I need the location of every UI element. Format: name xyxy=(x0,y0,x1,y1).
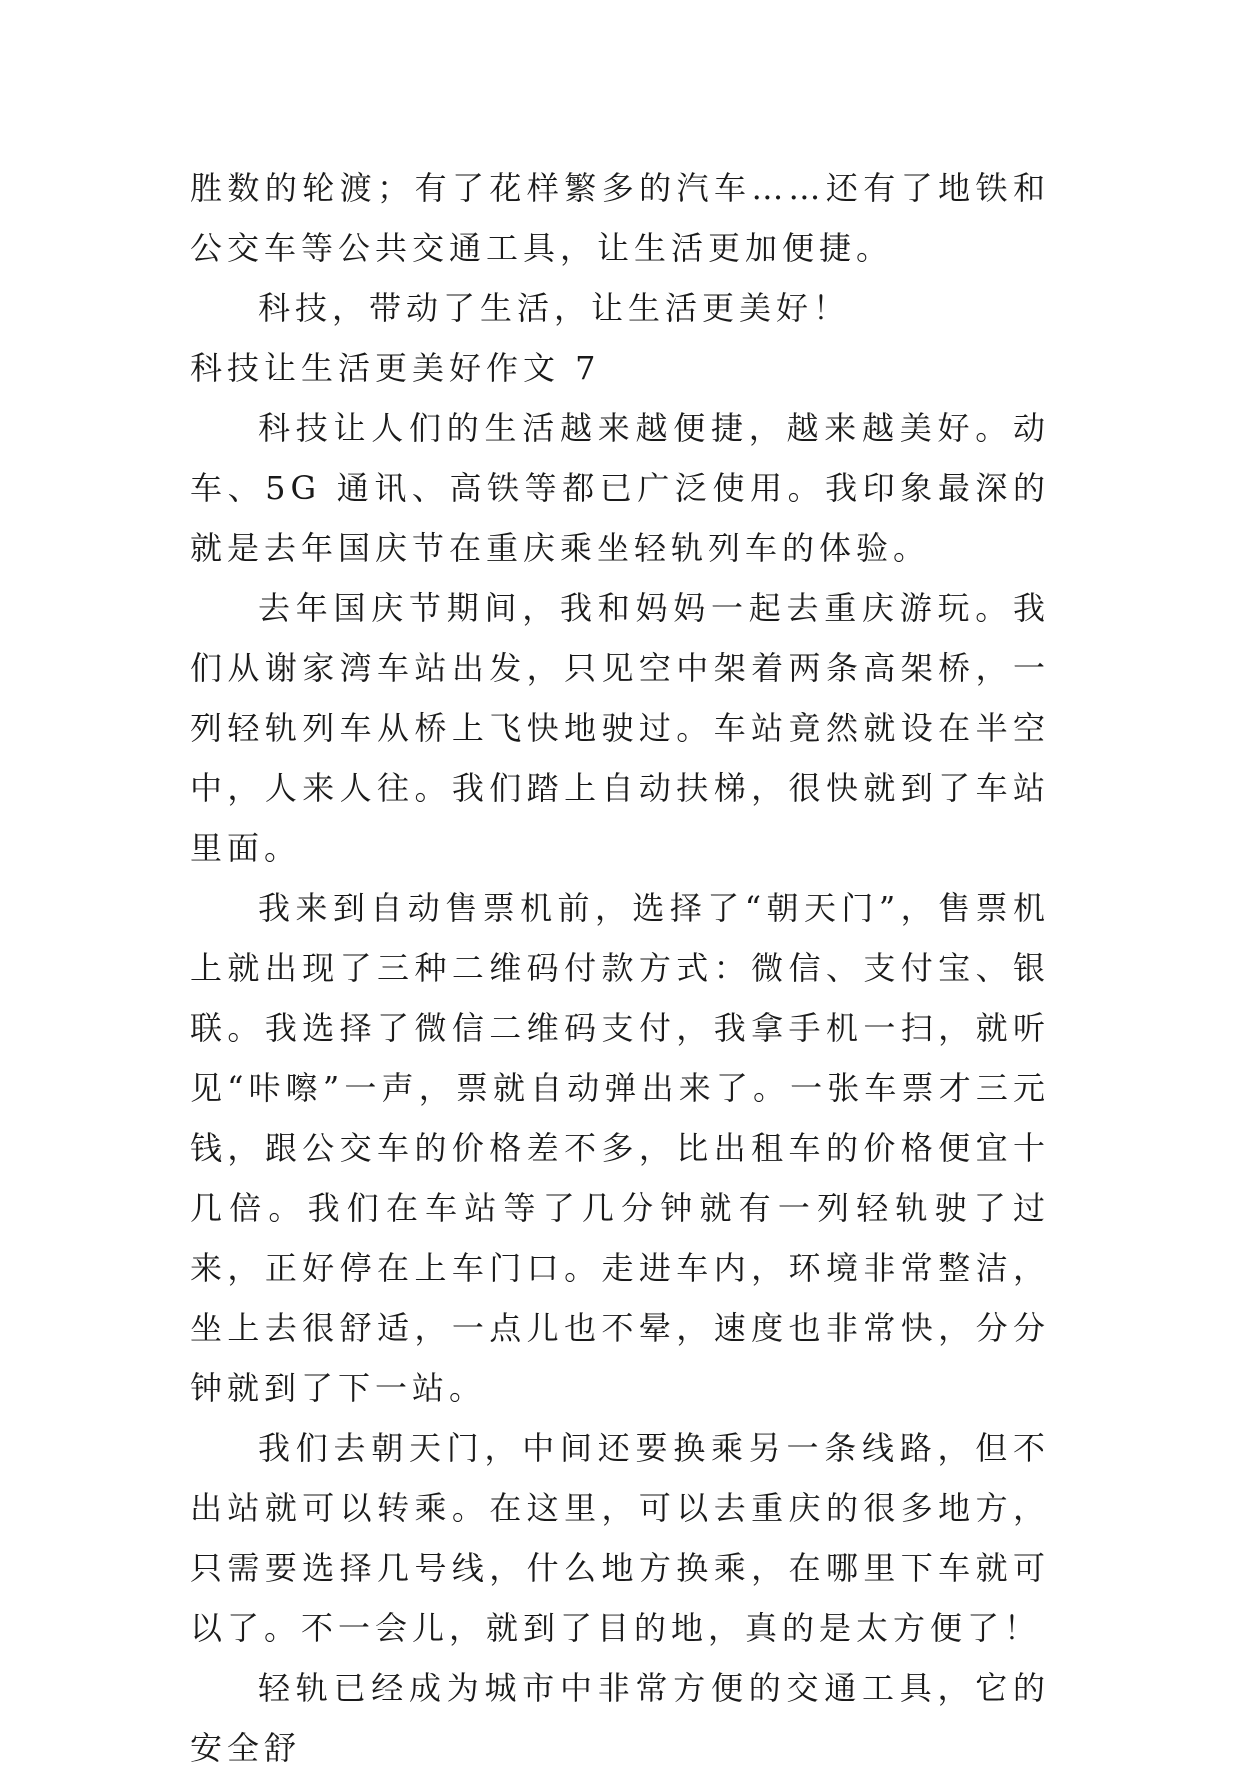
paragraph-conclusion: 轻轨已经成为城市中非常方便的交通工具，它的安全舒 xyxy=(190,1669,1050,1767)
paragraph-station: 去年国庆节期间，我和妈妈一起去重庆游玩。我们从谢家湾车站出发，只见空中架着两条高架桥，一列轻轨列车从桥上飞快地驶过。车站竟然就设在半空中，人来人往。我们踏上自动扶梯，很快就到了车站里面。 xyxy=(190,589,1050,867)
paragraph-continued: 胜数的轮渡；有了花样繁多的汽车……还有了地铁和公交车等公共交通工具，让生活更加便捷。 xyxy=(190,169,1050,267)
document-body xyxy=(190,158,1050,1778)
paragraph-transfer: 我们去朝天门，中间还要换乘另一条线路，但不出站就可以转乘。在这里，可以去重庆的很多地方，只需要选择几号线，什么地方换乘，在哪里下车就可以了。不一会儿，就到了目的地，真的是太方便了！ xyxy=(190,1429,1050,1647)
paragraph-closing: 科技，带动了生活，让生活更美好！ xyxy=(258,289,851,327)
paragraph-ticket: 我来到自动售票机前，选择了“朝天门”，售票机上就出现了三种二维码付款方式：微信、支付宝、银联。我选择了微信二维码支付，我拿手机一扫，就听见“咔嚓”一声，票就自动弹出来了。一张车票才三元钱，跟公交车的价格差不多，比出租车的价格便宜十几倍。我们在车站等了几分钟就有一列轻轨驶了过来，正好停在上车门口。走进车内，环境非常整洁，坐上去很舒适，一点儿也不晕，速度也非常快，分分钟就到了下一站。 xyxy=(190,889,1050,1407)
essay-heading: 科技让生活更美好作文 7 xyxy=(190,349,601,387)
paragraph-intro: 科技让人们的生活越来越便捷，越来越美好。动车、5G 通讯、高铁等都已广泛使用。我印象最深的就是去年国庆节在重庆乘坐轻轨列车的体验。 xyxy=(190,409,1050,567)
